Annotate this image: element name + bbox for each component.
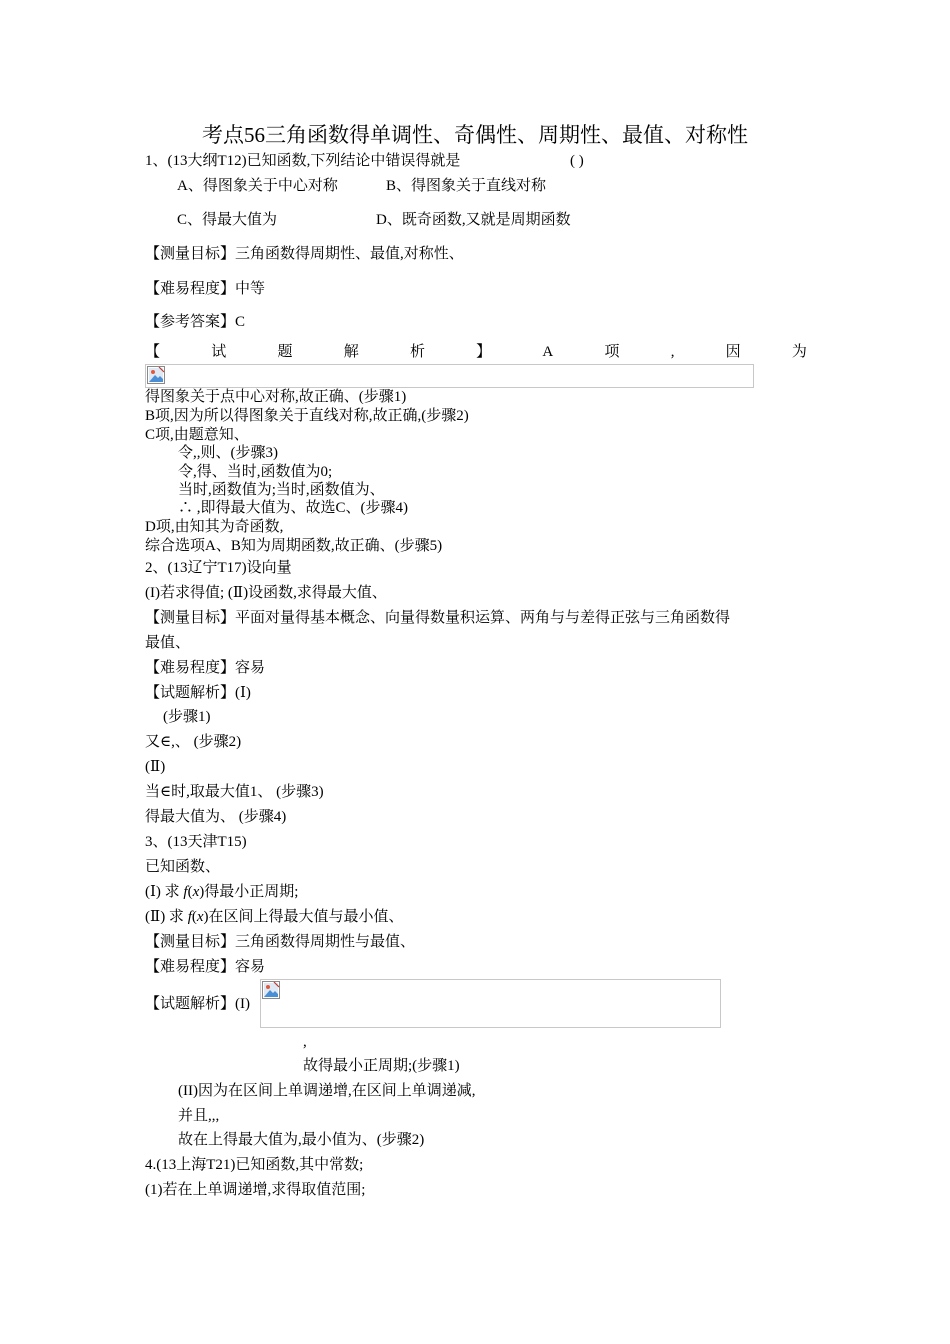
q1-analysis-heading	[145, 343, 807, 363]
analysis-token: 为	[791, 344, 807, 360]
q3-part-1: (Ⅰ) 求 f(x)得最小正周期;	[145, 884, 299, 900]
q3-step-2c: 故在上得最大值为,最小值为、(步骤2)	[178, 1132, 425, 1148]
q2-stem: 2、(13辽宁T17)设向量	[145, 560, 292, 576]
q1-line-9: 综合选项A、B知为周期函数,故正确、(步骤5)	[145, 538, 443, 554]
q2-measure-target: 【测量目标】平面对量得基本概念、向量得数量积运算、两角与与差得正弦与三角函数得	[145, 610, 731, 626]
analysis-token: ,	[670, 344, 675, 360]
q4-stem: 4.(13上海T21)已知函数,其中常数;	[145, 1157, 364, 1173]
q1-line-5: 令,得、当时,函数值为0;	[178, 464, 333, 480]
q3-part-1-prefix: (Ⅰ) 求	[145, 884, 180, 900]
formula-image-placeholder	[260, 979, 721, 1028]
q3-analysis: 【试题解析】(I)	[145, 996, 250, 1012]
q2-step-2: 又∈,、 (步骤2)	[145, 734, 242, 750]
q1-line-4: 令,,则、(步骤3)	[178, 445, 278, 461]
q1-stem: 1、(13大纲T12)已知函数,下列结论中错误得就是	[145, 153, 461, 169]
q2-step-3: 当∈时,取最大值1、 (步骤3)	[145, 784, 324, 800]
q3-stem: 3、(13天津T15)	[145, 834, 247, 850]
broken-image-icon	[147, 366, 165, 384]
q2-part-2: (Ⅱ)	[145, 759, 166, 775]
q3-part-1-suffix: 得最小正周期;	[204, 884, 299, 900]
q2-step-1: (步骤1)	[163, 709, 211, 725]
q3-step-2a: (II)因为在区间上单调递增,在区间上单调递减,	[178, 1083, 476, 1099]
q1-line-3: C项,由题意知、	[145, 427, 249, 443]
analysis-token: 因	[725, 344, 741, 360]
function-symbol: f	[187, 909, 192, 925]
variable-symbol: x	[196, 909, 204, 925]
q2-parts: (I)若求得值; (Ⅱ)设函数,求得最大值、	[145, 585, 387, 601]
q2-difficulty: 【难易程度】容易	[145, 660, 266, 676]
analysis-token: A	[542, 344, 554, 360]
q3-step-1: 故得最小正周期;(步骤1)	[303, 1058, 460, 1074]
q1-line-8: D项,由知其为奇函数,	[145, 519, 284, 535]
q4-part-1: (1)若在上单调递增,求得取值范围;	[145, 1182, 366, 1198]
q1-line-2: B项,因为所以得图象关于直线对称,故正确,(步骤2)	[145, 408, 469, 424]
q1-measure-target: 【测量目标】三角函数得周期性、最值,对称性、	[145, 246, 464, 262]
q1-answer-blank: ( )	[570, 153, 584, 169]
variable-symbol: x	[192, 884, 200, 900]
q2-analysis: 【试题解析】(Ⅰ)	[145, 685, 251, 701]
analysis-token: 【	[145, 344, 161, 360]
q3-part-2-prefix: (Ⅱ) 求	[145, 909, 184, 925]
q1-option-b: B、得图象关于直线对称	[386, 178, 547, 194]
q3-part-2: (Ⅱ) 求 f(x)在区间上得最大值与最小值、	[145, 909, 404, 925]
q2-measure-target-cont: 最值、	[145, 635, 191, 651]
q3-step-2b: 并且,,,	[178, 1108, 220, 1124]
q3-difficulty: 【难易程度】容易	[145, 959, 266, 975]
q1-line-1: 得图象关于点中心对称,故正确、(步骤1)	[145, 389, 407, 405]
q1-option-d: D、既奇函数,又就是周期函数	[376, 212, 571, 228]
analysis-token: 试	[211, 344, 227, 360]
analysis-token: 析	[409, 344, 425, 360]
q3-measure-target: 【测量目标】三角函数得周期性与最值、	[145, 934, 416, 950]
q1-line-7: ∴ ,即得最大值为、故选C、(步骤4)	[178, 500, 408, 516]
page-title: 考点56三角函数得单调性、奇偶性、周期性、最值、对称性	[202, 123, 748, 147]
analysis-token: 】	[476, 344, 492, 360]
analysis-token: 题	[277, 344, 293, 360]
q3-given: 已知函数、	[145, 859, 221, 875]
analysis-token: 解	[343, 344, 359, 360]
q3-part-2-suffix: 在区间上得最大值与最小值、	[208, 909, 404, 925]
q1-option-c: C、得最大值为	[177, 212, 278, 228]
q1-option-a: A、得图象关于中心对称	[177, 178, 338, 194]
q1-line-6: 当时,函数值为;当时,函数值为、	[178, 482, 385, 498]
q1-reference-answer: 【参考答案】C	[145, 314, 246, 330]
analysis-token: 项	[604, 344, 620, 360]
q1-difficulty: 【难易程度】中等	[145, 281, 266, 297]
broken-image-icon	[262, 981, 280, 999]
q3-comma: ,	[303, 1034, 307, 1050]
function-symbol: f	[183, 884, 188, 900]
q2-step-4: 得最大值为、 (步骤4)	[145, 809, 287, 825]
formula-image-placeholder	[145, 364, 754, 388]
